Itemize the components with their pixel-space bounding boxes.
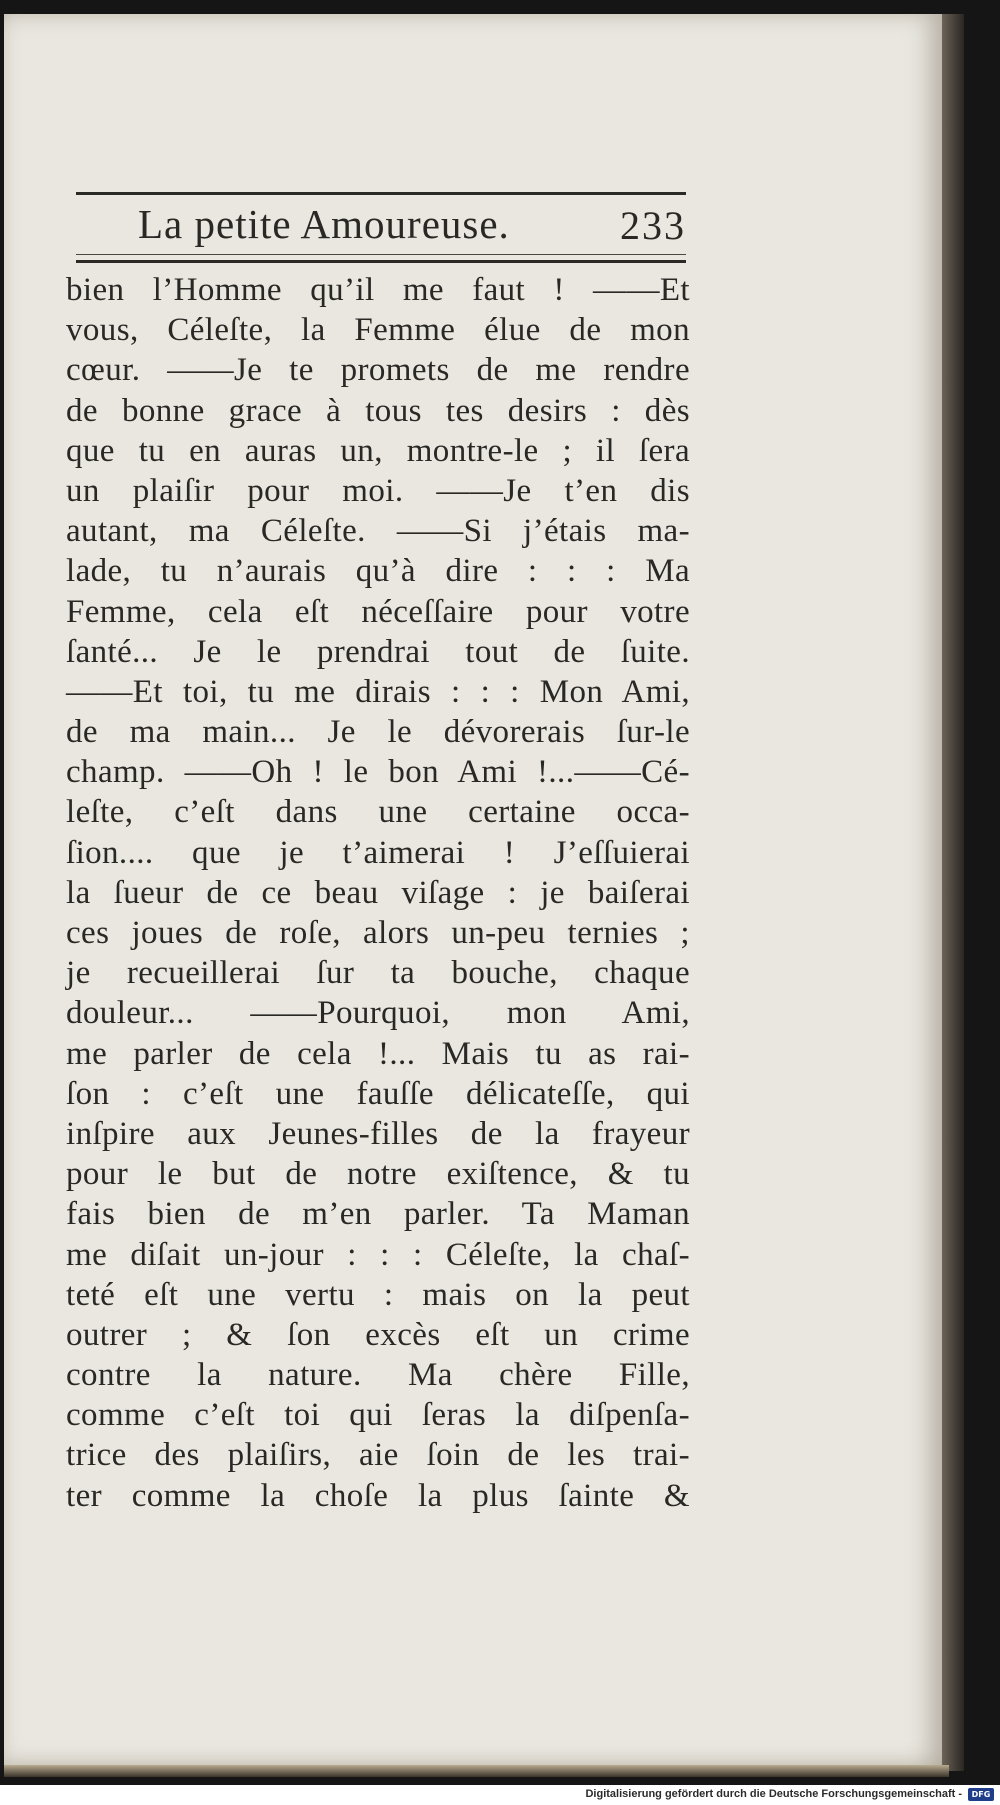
text-line: ter comme la choſe la plus ſainte & (66, 1477, 690, 1514)
text-line: pour le but de notre exiſtence, & tu (66, 1156, 690, 1193)
book-page (4, 14, 942, 1771)
page-edge-shadow (942, 14, 964, 1771)
text-line: un plaiſir pour moi. ——Je t’en dis (66, 472, 690, 509)
footer-credit-text: Digitalisierung gefördert durch die Deutsche Forschungsgemeinschaft - (585, 1788, 962, 1800)
text-line: ——Et toi, tu me dirais : : : Mon Ami, (66, 673, 690, 710)
text-line: douleur... ——Pourquoi, mon Ami, (66, 995, 690, 1032)
running-title: La petite Amoureuse. (138, 201, 510, 247)
text-line: me parler de cela !... Mais tu as rai- (66, 1035, 690, 1072)
text-line: ſion.... que je t’aimerai ! J’eſſuierai (66, 834, 690, 871)
text-line: autant, ma Céleſte. ——Si j’étais ma- (66, 513, 690, 550)
text-line: ſanté... Je le prendrai tout de ſuite. (66, 633, 690, 670)
page-header (76, 186, 686, 266)
text-line: fais bien de m’en parler. Ta Maman (66, 1196, 690, 1233)
text-line: bien l’Homme qu’il me faut ! ——Et (66, 272, 690, 308)
digitization-footer (0, 1785, 1000, 1805)
text-line: la ſueur de ce beau viſage : je baiſerai (66, 874, 690, 911)
text-line: de bonne grace à tous tes desirs : dès (66, 392, 690, 429)
header-rule-thin (76, 254, 686, 255)
text-line: leſte, c’eſt dans une certaine occa- (66, 794, 690, 831)
text-line: vous, Céleſte, la Femme élue de mon (66, 312, 690, 349)
text-line: cœur. ——Je te promets de me rendre (66, 352, 690, 389)
text-line: que tu en auras un, montre-le ; il ſera (66, 432, 690, 469)
page-number: 233 (620, 203, 686, 248)
text-line: Femme, cela eſt néceſſaire pour votre (66, 593, 690, 630)
text-line: je recueillerai ſur ta bouche, chaque (66, 955, 690, 992)
text-line: teté eſt une vertu : mais on la peut (66, 1276, 690, 1313)
text-line: champ. ——Oh ! le bon Ami !...——Cé- (66, 754, 690, 791)
text-line: comme c’eſt toi qui ſeras la diſpenſa- (66, 1397, 690, 1434)
text-line: trice des plaiſirs, aie ſoin de les trai- (66, 1437, 690, 1474)
text-line: ſon : c’eſt une fauſſe délicateſſe, qui (66, 1075, 690, 1112)
text-line: ces joues de roſe, alors un-peu ternies ; (66, 915, 690, 951)
header-rule-top (76, 192, 686, 195)
text-line: me diſait un-jour : : : Céleſte, la chaſ- (66, 1236, 690, 1273)
dfg-logo-icon: DFG (968, 1788, 994, 1801)
text-line: contre la nature. Ma chère Fille, (66, 1357, 690, 1394)
text-line: outrer ; & ſon excès eſt un crime (66, 1316, 690, 1353)
body-text (66, 270, 690, 1516)
text-line: de ma main... Je le dévorerais ſur-le (66, 714, 690, 751)
header-rule-bottom (76, 260, 686, 263)
text-line: inſpire aux Jeunes-filles de la frayeur (66, 1115, 690, 1152)
text-line: lade, tu n’aurais qu’à dire : : : Ma (66, 553, 690, 590)
page-bottom-edge (4, 1765, 949, 1777)
